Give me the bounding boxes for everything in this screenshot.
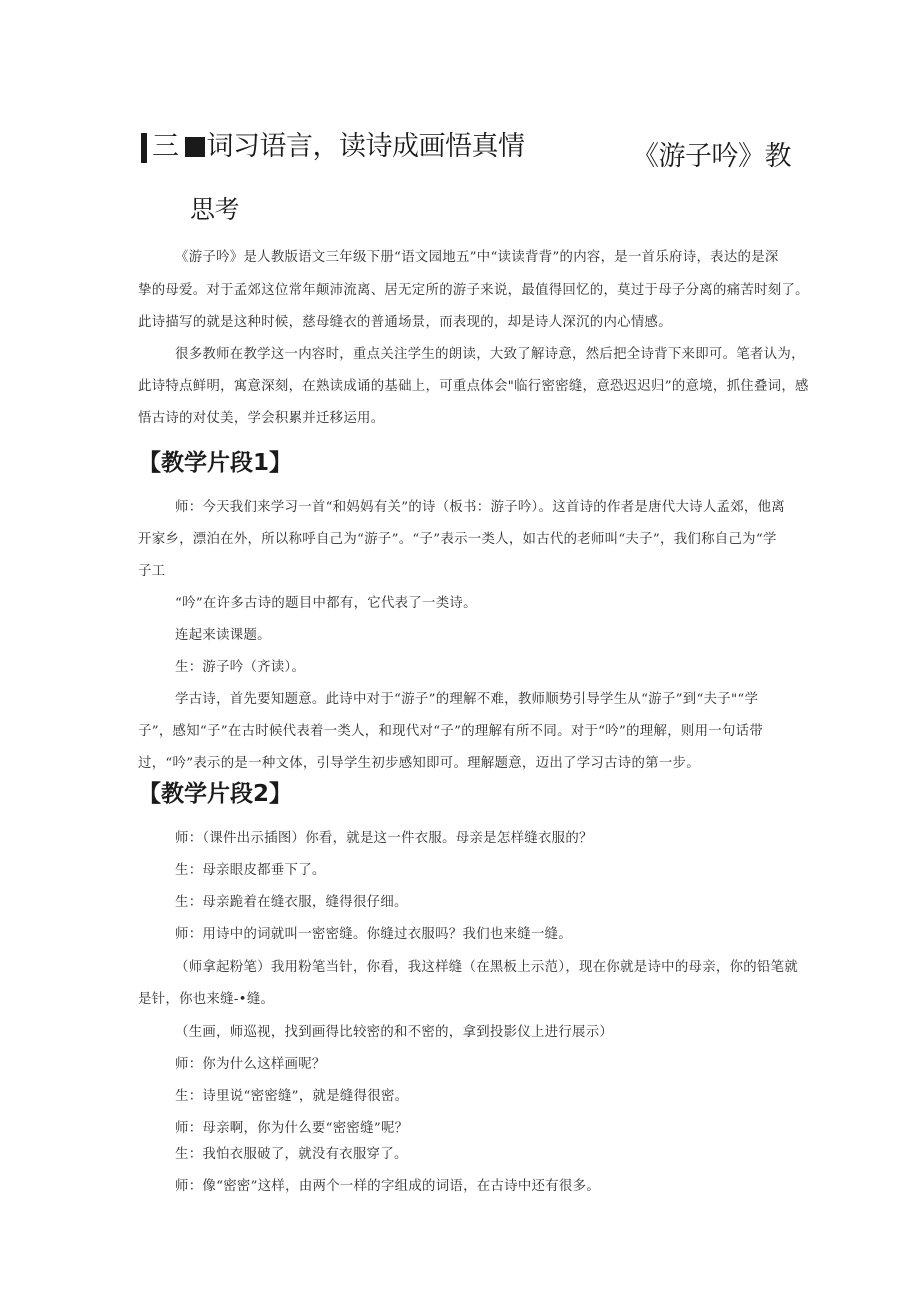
- title-prefix: 三: [152, 131, 179, 162]
- segment2-line: （师拿起粉笔）我用粉笔当针，你看，我这样缝（在黑板上示范），现在你就是诗中的母亲，你的铅笔就: [175, 960, 799, 975]
- segment2-line: 生：母亲眼皮都垂下了。: [175, 863, 326, 878]
- segment2-line: 师：母亲啊，你为什么要“密密缝”呢？: [175, 1121, 409, 1136]
- intro-line-3: 此诗描写的就是这种时候，慈母缝衣的普通场景，而表现的，却是诗人深沉的内心情感。: [138, 315, 672, 330]
- segment1-line: 子工: [138, 564, 166, 579]
- title-line2: 思考: [190, 195, 240, 224]
- segment1-line: 开家乡，漂泊在外，所以称呼自己为“游子”。“子”表示一类人，如古代的老师叫“夫子”，我们称自己为“学: [138, 532, 777, 547]
- segment1-line: 学古诗，首先要知题意。此诗中对于“游子”的理解不难，教师顺势引导学生从“游子”到“夫子"“学: [175, 692, 759, 707]
- segment1-line: 生：游子吟（齐读）。: [175, 660, 306, 675]
- intro-line-1: 《游子吟》是人教版语文三年级下册“语文园地五”中“读读背背”的内容，是一首乐府诗，表达的是深: [175, 250, 779, 265]
- title-main: 词习语言，读诗成画悟真情: [206, 131, 525, 162]
- intro-line-5: 此诗特点鲜明，寓意深刻，在熟读成诵的基础上，可重点体会"临行密密缝，意恐迟迟归”的意境，抓住叠词，感: [138, 379, 809, 394]
- segment2-line: （生画，师巡视，找到画得比较密的和不密的，拿到投影仪上进行展示）: [175, 1025, 614, 1040]
- intro-line-4: 很多教师在教学这一内容时，重点关注学生的朗读，大致了解诗意，然后把全诗背下来即可。笔者认为，: [175, 347, 805, 362]
- intro-line-2: 挚的母爱。对于孟郊这位常年颠沛流离、居无定所的游子来说，最值得回忆的，莫过于母子分离的痛苦时刻了。: [138, 283, 809, 298]
- segment1-line: 子”，感知“子”在古时候代表着一类人，和现代对“子”的理解有所不同。对于“吟”的理解，则用一句话带: [138, 724, 764, 739]
- segment1-line: 过，“吟”表示的是一种文体，引导学生初步感知即可。理解题意，迈出了学习古诗的第一步。: [138, 756, 700, 771]
- segment2-line: 师：（课件出示插图）你看，就是这一件衣服。母亲是怎样缝衣服的？: [175, 831, 593, 846]
- title-block-mark: [185, 137, 205, 157]
- segment1-line: 师：今天我们来学习一首“和妈妈有关”的诗（板书：游子吟）。这首诗的作者是唐代大诗人孟郊，他离: [175, 500, 785, 515]
- segment2-line: 生：母亲跪着在缝衣服，缝得很仔细。: [175, 895, 408, 910]
- segment1-line: 连起来读课题。: [175, 628, 271, 643]
- segment1-line: “吟”在许多古诗的题目中都有，它代表了一类诗。: [175, 596, 477, 611]
- segment2-line: 是针，你也来缝-•缝。: [138, 992, 275, 1007]
- segment2-heading: 【教学片段2】: [138, 781, 293, 807]
- segment2-line: 师：像“密密”这样，由两个一样的字组成的词语，在古诗中还有很多。: [175, 1179, 601, 1194]
- title-right: 《游子吟》教: [632, 141, 791, 172]
- page-title: [152, 130, 525, 164]
- intro-line-6: 悟古诗的对仗美，学会积累并迁移运用。: [138, 411, 385, 426]
- title-bar-mark: [141, 133, 147, 163]
- segment1-heading: 【教学片段1】: [138, 450, 293, 476]
- segment2-line: 师：用诗中的词就叫一密密缝。你缝过衣服吗？我们也来缝一缝。: [175, 927, 573, 942]
- segment2-line: 生：我怕衣服破了，就没有衣服穿了。: [175, 1147, 408, 1162]
- segment2-line: 师：你为什么这样画呢？: [175, 1057, 326, 1072]
- segment2-line: 生：诗里说“密密缝”，就是缝得很密。: [175, 1089, 409, 1104]
